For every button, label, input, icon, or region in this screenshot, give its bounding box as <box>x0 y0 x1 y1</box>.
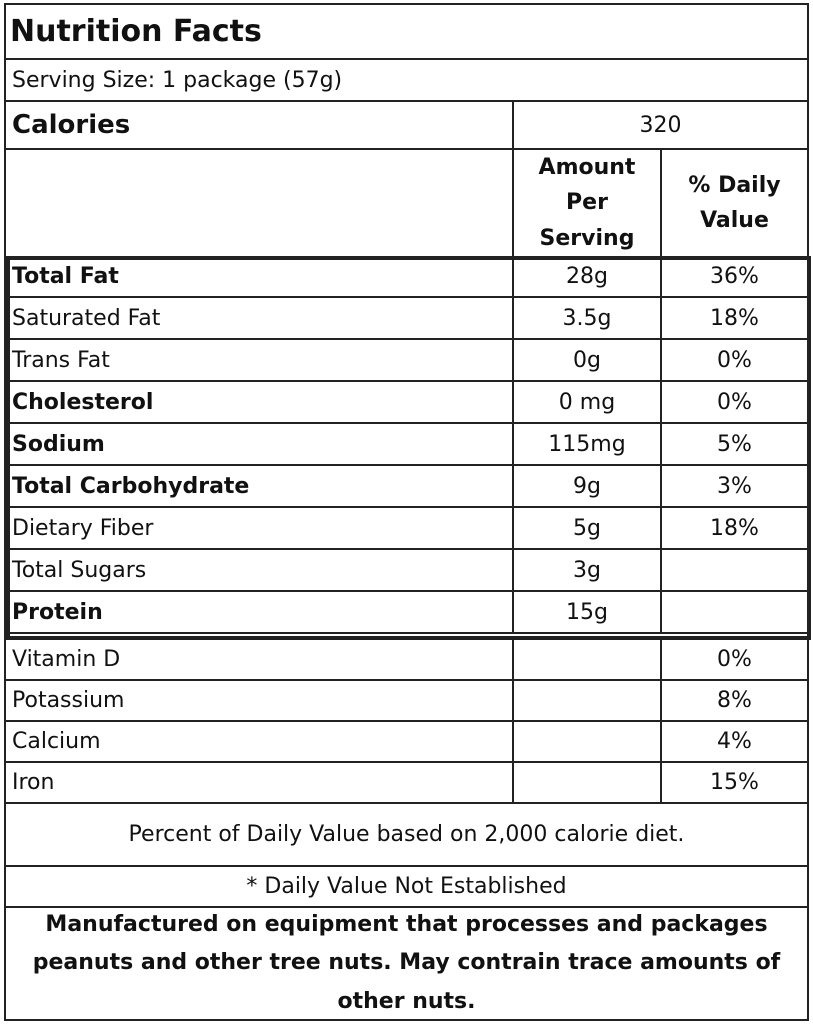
nutrient-amount: 3.5g <box>562 305 612 331</box>
serving-size-text: Serving Size: 1 package (57g) <box>12 67 343 93</box>
nutrient-daily-value: 3% <box>717 473 752 499</box>
nutrient-name: Trans Fat <box>12 347 110 373</box>
title-row <box>6 5 807 60</box>
allergen-statement: Manufactured on equipment that processes and packages peanuts and other tree nuts. May contrain trace amounts of other nuts. <box>32 911 781 1014</box>
nutrient-amount: 115mg <box>548 431 626 457</box>
nutrient-name: Dietary Fiber <box>12 515 154 541</box>
nutrient-name: Total Sugars <box>12 557 147 583</box>
nutrient-daily-value: 0% <box>717 389 752 415</box>
nutrient-row-total-sugars <box>6 550 807 592</box>
calories-row <box>6 102 807 150</box>
amount-per-serving-header: Amount Per Serving <box>538 155 636 251</box>
nutrient-amount: 5g <box>573 515 601 541</box>
nutrient-name: Total Fat <box>12 263 119 289</box>
nutrient-daily-value: 18% <box>710 305 759 331</box>
serving-size-row <box>6 60 807 102</box>
nutrient-row-potassium <box>6 681 807 722</box>
nutrient-amount: 0 mg <box>558 389 616 415</box>
nutrient-row-total-fat <box>6 256 807 298</box>
nutrient-name: Calcium <box>12 729 101 754</box>
nutrient-daily-value: 18% <box>710 515 759 541</box>
page-title: Nutrition Facts <box>10 14 262 49</box>
nutrient-name: Iron <box>12 770 55 795</box>
nutrient-name: Saturated Fat <box>12 305 161 331</box>
nutrient-row-trans-fat <box>6 340 807 382</box>
nutrient-name: Sodium <box>12 431 105 457</box>
column-header-row <box>6 150 807 256</box>
nutrient-row-calcium <box>6 722 807 763</box>
nutrient-name: Cholesterol <box>12 389 154 415</box>
nutrition-facts-label <box>4 3 809 1021</box>
nutrient-amount: 28g <box>566 263 608 289</box>
nutrient-amount: 0g <box>573 347 601 373</box>
nutrient-daily-value: 5% <box>717 431 752 457</box>
nutrient-row-saturated-fat <box>6 298 807 340</box>
nutrient-amount: 15g <box>566 599 608 625</box>
daily-value-basis-row <box>6 804 807 867</box>
calories-label: Calories <box>12 110 131 140</box>
nutrient-daily-value: 36% <box>710 263 759 289</box>
nutrient-row-cholesterol <box>6 382 807 424</box>
nutrient-name: Total Carbohydrate <box>12 473 250 499</box>
nutrient-daily-value: 8% <box>717 688 752 713</box>
not-established-row <box>6 867 807 908</box>
nutrient-amount: 3g <box>573 557 601 583</box>
nutrient-row-dietary-fiber <box>6 508 807 550</box>
nutrient-name: Vitamin D <box>12 647 121 672</box>
nutrient-row-sodium <box>6 424 807 466</box>
nutrient-row-total-carbohydrate <box>6 466 807 508</box>
nutrient-daily-value: 0% <box>717 647 752 672</box>
allergen-row <box>6 908 807 1019</box>
nutrient-row-vitamin-d <box>6 640 807 681</box>
nutrient-name: Protein <box>12 599 103 625</box>
daily-value-basis-note: Percent of Daily Value based on 2,000 calorie diet. <box>128 822 685 847</box>
nutrient-daily-value: 0% <box>717 347 752 373</box>
nutrient-daily-value: 4% <box>717 729 752 754</box>
not-established-note: * Daily Value Not Established <box>246 874 567 899</box>
daily-value-header: % Daily Value <box>688 172 781 233</box>
nutrient-amount: 9g <box>573 473 601 499</box>
nutrient-daily-value: 15% <box>710 770 759 795</box>
header-blank-cell <box>6 150 512 256</box>
nutrient-row-iron <box>6 763 807 804</box>
nutrient-row-protein <box>6 592 807 634</box>
nutrient-name: Potassium <box>12 688 125 713</box>
calories-value: 320 <box>639 112 682 138</box>
